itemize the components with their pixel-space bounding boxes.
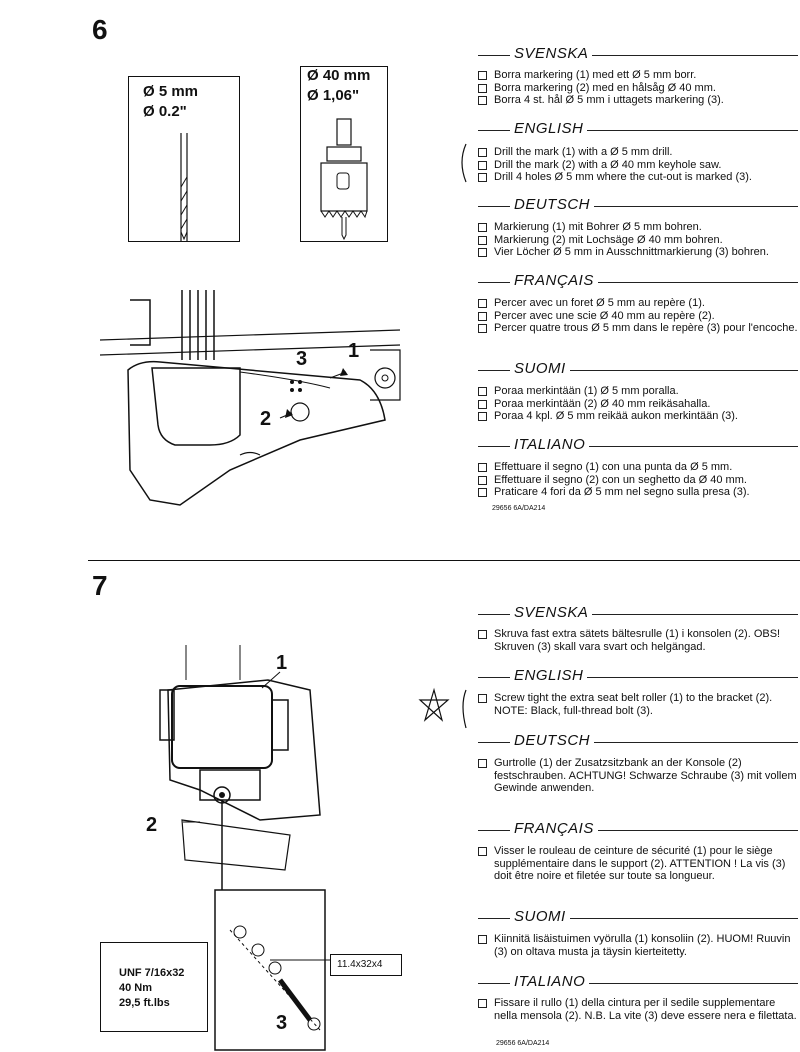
- step7-items-svenska: [478, 628, 800, 653]
- step7-lang-english: [478, 669, 798, 685]
- lang-heading: ENGLISH: [510, 667, 587, 684]
- instruction-item: Poraa merkintään (1) Ø 5 mm poralla.: [478, 385, 800, 398]
- lang-heading: SVENSKA: [510, 45, 592, 62]
- lang-heading: FRANÇAIS: [510, 272, 598, 289]
- instruction-item: Gurtrolle (1) der Zusatzsitzbank an der Konsole (2) festschrauben. ACHTUNG! Schwarze Schraube (3) mit vollem Gewinde anwenden.: [478, 757, 800, 795]
- step7-lang-francais: [478, 822, 798, 838]
- lang-heading: DEUTSCH: [510, 196, 594, 213]
- instruction-item: Percer avec une scie Ø 40 mm au repère (2).: [478, 310, 800, 323]
- torque-spec-box: [100, 942, 208, 1032]
- instruction-item: Borra markering (1) med ett Ø 5 mm borr.: [478, 69, 800, 82]
- instruction-item: Vier Löcher Ø 5 mm in Ausschnittmarkierung (3) bohren.: [478, 246, 800, 259]
- instruction-item: Drill the mark (1) with a Ø 5 mm drill.: [478, 146, 800, 159]
- hole-saw-size-inch: Ø 1,06": [307, 87, 360, 104]
- instruction-item: Praticare 4 fori da Ø 5 mm nel segno sulla presa (3).: [478, 486, 800, 499]
- lang-heading: SUOMI: [510, 360, 570, 377]
- instruction-item: Markierung (1) mit Bohrer Ø 5 mm bohren.: [478, 221, 800, 234]
- instruction-item: Percer avec un foret Ø 5 mm au repère (1).: [478, 297, 800, 310]
- step-number-7: 7: [92, 570, 108, 601]
- lang-heading: ITALIANO: [510, 973, 589, 990]
- step7-items-suomi: [478, 933, 800, 958]
- lang-heading: SVENSKA: [510, 604, 592, 621]
- step7-lang-suomi: [478, 910, 798, 926]
- step7-items-english: [478, 692, 800, 717]
- instruction-item: Effettuare il segno (1) con una punta da Ø 5 mm.: [478, 461, 800, 474]
- instruction-item: Drill 4 holes Ø 5 mm where the cut-out is marked (3).: [478, 171, 800, 184]
- torque-nm: 40 Nm: [119, 982, 153, 994]
- drill-size-inch: Ø 0.2": [143, 103, 187, 120]
- step7-lang-italiano: [478, 975, 798, 991]
- step7-items-francais: [478, 845, 800, 883]
- instruction-item: Screw tight the extra seat belt roller (1) to the bracket (2). NOTE: Black, full-thread bolt (3).: [478, 692, 800, 717]
- instruction-item: Borra 4 st. hål Ø 5 mm i uttagets markering (3).: [478, 94, 800, 107]
- callout-3-step6: 3: [296, 348, 308, 370]
- step7-items-italiano: [478, 997, 800, 1022]
- callout-2-step7: 2: [146, 814, 158, 836]
- instruction-item: Drill the mark (2) with a Ø 40 mm keyhole saw.: [478, 159, 800, 172]
- instruction-item: Effettuare il segno (2) con un seghetto da Ø 40 mm.: [478, 474, 800, 487]
- lang-heading: SUOMI: [510, 908, 570, 925]
- instruction-item: Kiinnitä lisäistuimen vyörulla (1) konsoliin (2). HUOM! Ruuvin (3) on oltava musta ja täysin kierteitetty.: [478, 933, 800, 958]
- step6-document-code: 29656 6A/DA214: [492, 505, 546, 512]
- bolt-size-label: 11.4x32x4: [337, 959, 383, 970]
- step7-items-deutsch: [478, 757, 800, 795]
- callout-2-step6: 2: [260, 408, 272, 430]
- drill-size-mm: Ø 5 mm: [143, 83, 199, 100]
- step7-document-code: 29656 6A/DA214: [496, 1040, 550, 1047]
- callout-1-step7: 1: [276, 652, 288, 674]
- instruction-item: Markierung (2) mit Lochsäge Ø 40 mm bohren.: [478, 234, 800, 247]
- instruction-item: Fissare il rullo (1) della cintura per il sedile supplementare nella mensola (2). N.B. La vite (3) deve essere nera e filettata.: [478, 997, 800, 1022]
- step7-lang-deutsch: [478, 734, 798, 750]
- hole-saw-size-mm: Ø 40 mm: [307, 67, 371, 84]
- instruction-item: Percer quatre trous Ø 5 mm dans le repère (3) pour l'encoche.: [478, 322, 800, 335]
- instruction-item: Poraa merkintään (2) Ø 40 mm reikäsahalla.: [478, 398, 800, 411]
- lang-heading: ITALIANO: [510, 436, 589, 453]
- callout-1-step6: 1: [348, 340, 360, 362]
- lang-heading: FRANÇAIS: [510, 820, 598, 837]
- torque-ftlbs: 29,5 ft.lbs: [119, 997, 170, 1009]
- instruction-item: Poraa 4 kpl. Ø 5 mm reikää aukon merkintään (3).: [478, 410, 800, 423]
- instruction-item: Skruva fast extra sätets bältesrulle (1) i konsolen (2). OBS! Skruven (3) skall vara svart och helgängad.: [478, 628, 800, 653]
- instruction-item: Borra markering (2) med en hålsåg Ø 40 mm.: [478, 82, 800, 95]
- instruction-item: Visser le rouleau de ceinture de sécurité (1) pour le siège supplémentaire dans le support (2). ATTENTION ! La vis (3) doit être noire et filetée sur toute sa longueur.: [478, 845, 800, 883]
- callout-3-step7: 3: [276, 1012, 288, 1034]
- lang-heading: ENGLISH: [510, 120, 587, 137]
- bolt-thread-spec: UNF 7/16x32: [119, 967, 185, 979]
- step7-lang-svenska: [478, 606, 798, 622]
- lang-heading: DEUTSCH: [510, 732, 594, 749]
- step-number-6: 6: [92, 14, 108, 45]
- bolt-size-box: [330, 954, 402, 976]
